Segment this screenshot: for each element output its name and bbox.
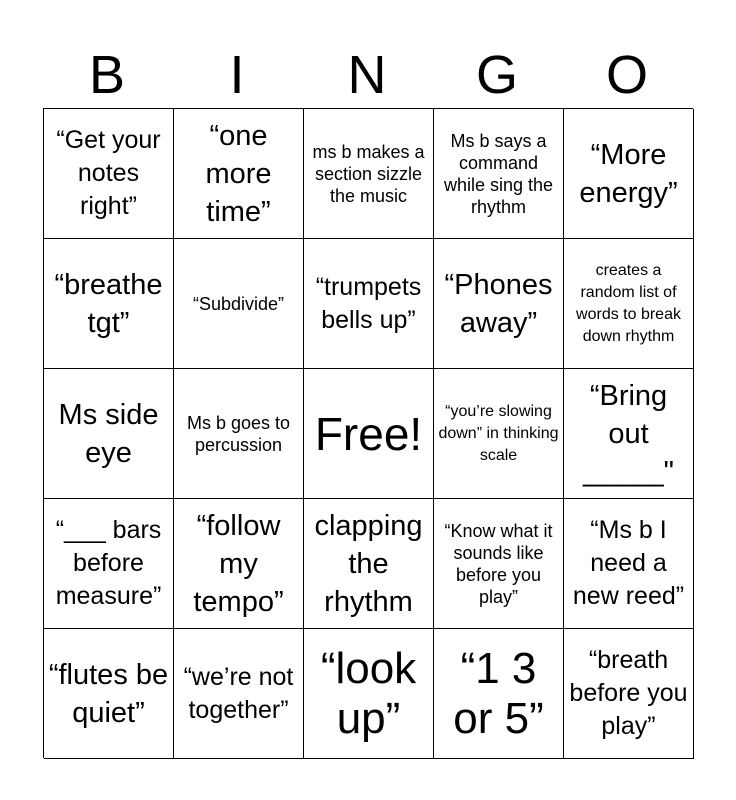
header-letter-i: I — [229, 45, 247, 105]
bingo-cell-n5[interactable] — [304, 629, 434, 759]
bingo-cell-b2[interactable] — [44, 239, 174, 369]
free-space-text: Free! — [314, 407, 423, 460]
bingo-cell-b4[interactable] — [44, 499, 174, 629]
cell-text: ms b makes a section sizzle the music — [312, 141, 425, 206]
bingo-header — [43, 42, 693, 108]
bingo-cell-o1[interactable] — [564, 109, 694, 239]
bingo-board — [43, 108, 693, 758]
bingo-cell-b3[interactable] — [44, 369, 174, 499]
bingo-cell-g1[interactable] — [434, 109, 564, 239]
bingo-cell-n1[interactable] — [304, 109, 434, 239]
header-letter-b: B — [88, 45, 128, 105]
bingo-cell-i1[interactable] — [174, 109, 304, 239]
cell-text: creates a random list of words to break down rhythm — [576, 261, 681, 345]
cell-text: Ms b goes to percussion — [186, 412, 291, 455]
cell-text: “flutes be quiet” — [48, 658, 169, 729]
cell-text: “Subdivide” — [192, 293, 285, 314]
bingo-cell-b5[interactable] — [44, 629, 174, 759]
cell-text: “breath before you play” — [569, 646, 688, 740]
cell-text: “follow my tempo” — [193, 509, 284, 618]
bingo-cell-g3[interactable] — [434, 369, 564, 499]
bingo-cell-i4[interactable] — [174, 499, 304, 629]
cell-text: “breathe tgt” — [54, 268, 163, 339]
header-letter-n: N — [347, 45, 389, 105]
bingo-cell-n2[interactable] — [304, 239, 434, 369]
header-letter-g: G — [475, 45, 520, 105]
cell-text: “look up” — [320, 643, 417, 743]
bingo-cell-i3[interactable] — [174, 369, 304, 499]
bingo-cell-b1[interactable] — [44, 109, 174, 239]
bingo-cell-i5[interactable] — [174, 629, 304, 759]
bingo-cell-g2[interactable] — [434, 239, 564, 369]
bingo-cell-free[interactable] — [304, 369, 434, 499]
bingo-cell-o4[interactable] — [564, 499, 694, 629]
cell-text: clapping the rhythm — [314, 509, 423, 618]
cell-text: “More energy” — [579, 138, 678, 209]
bingo-cell-g5[interactable] — [434, 629, 564, 759]
cell-text: “Bring out _____" — [583, 379, 674, 488]
cell-text: “we’re not together” — [183, 662, 294, 724]
cell-text: “Get your notes right” — [56, 126, 161, 220]
bingo-cell-g4[interactable] — [434, 499, 564, 629]
bingo-cell-o5[interactable] — [564, 629, 694, 759]
cell-text: Ms side eye — [58, 398, 159, 469]
header-letter-o: O — [605, 45, 650, 105]
cell-text: “you’re slowing down” in thinking scale — [438, 402, 559, 464]
cell-text: Ms b says a command while sing the rhythm — [443, 130, 554, 217]
cell-text: “one more time” — [205, 119, 272, 228]
cell-text: “1 3 or 5” — [453, 643, 544, 743]
cell-text: “___ bars before measure” — [55, 516, 162, 610]
bingo-cell-o3[interactable] — [564, 369, 694, 499]
cell-text: “Know what it sounds like before you play” — [444, 520, 553, 607]
bingo-cell-i2[interactable] — [174, 239, 304, 369]
cell-text: “Phones away” — [444, 268, 553, 339]
cell-text: “Ms b I need a new reed” — [572, 516, 685, 610]
bingo-cell-n4[interactable] — [304, 499, 434, 629]
bingo-cell-o2[interactable] — [564, 239, 694, 369]
cell-text: “trumpets bells up” — [315, 272, 422, 334]
